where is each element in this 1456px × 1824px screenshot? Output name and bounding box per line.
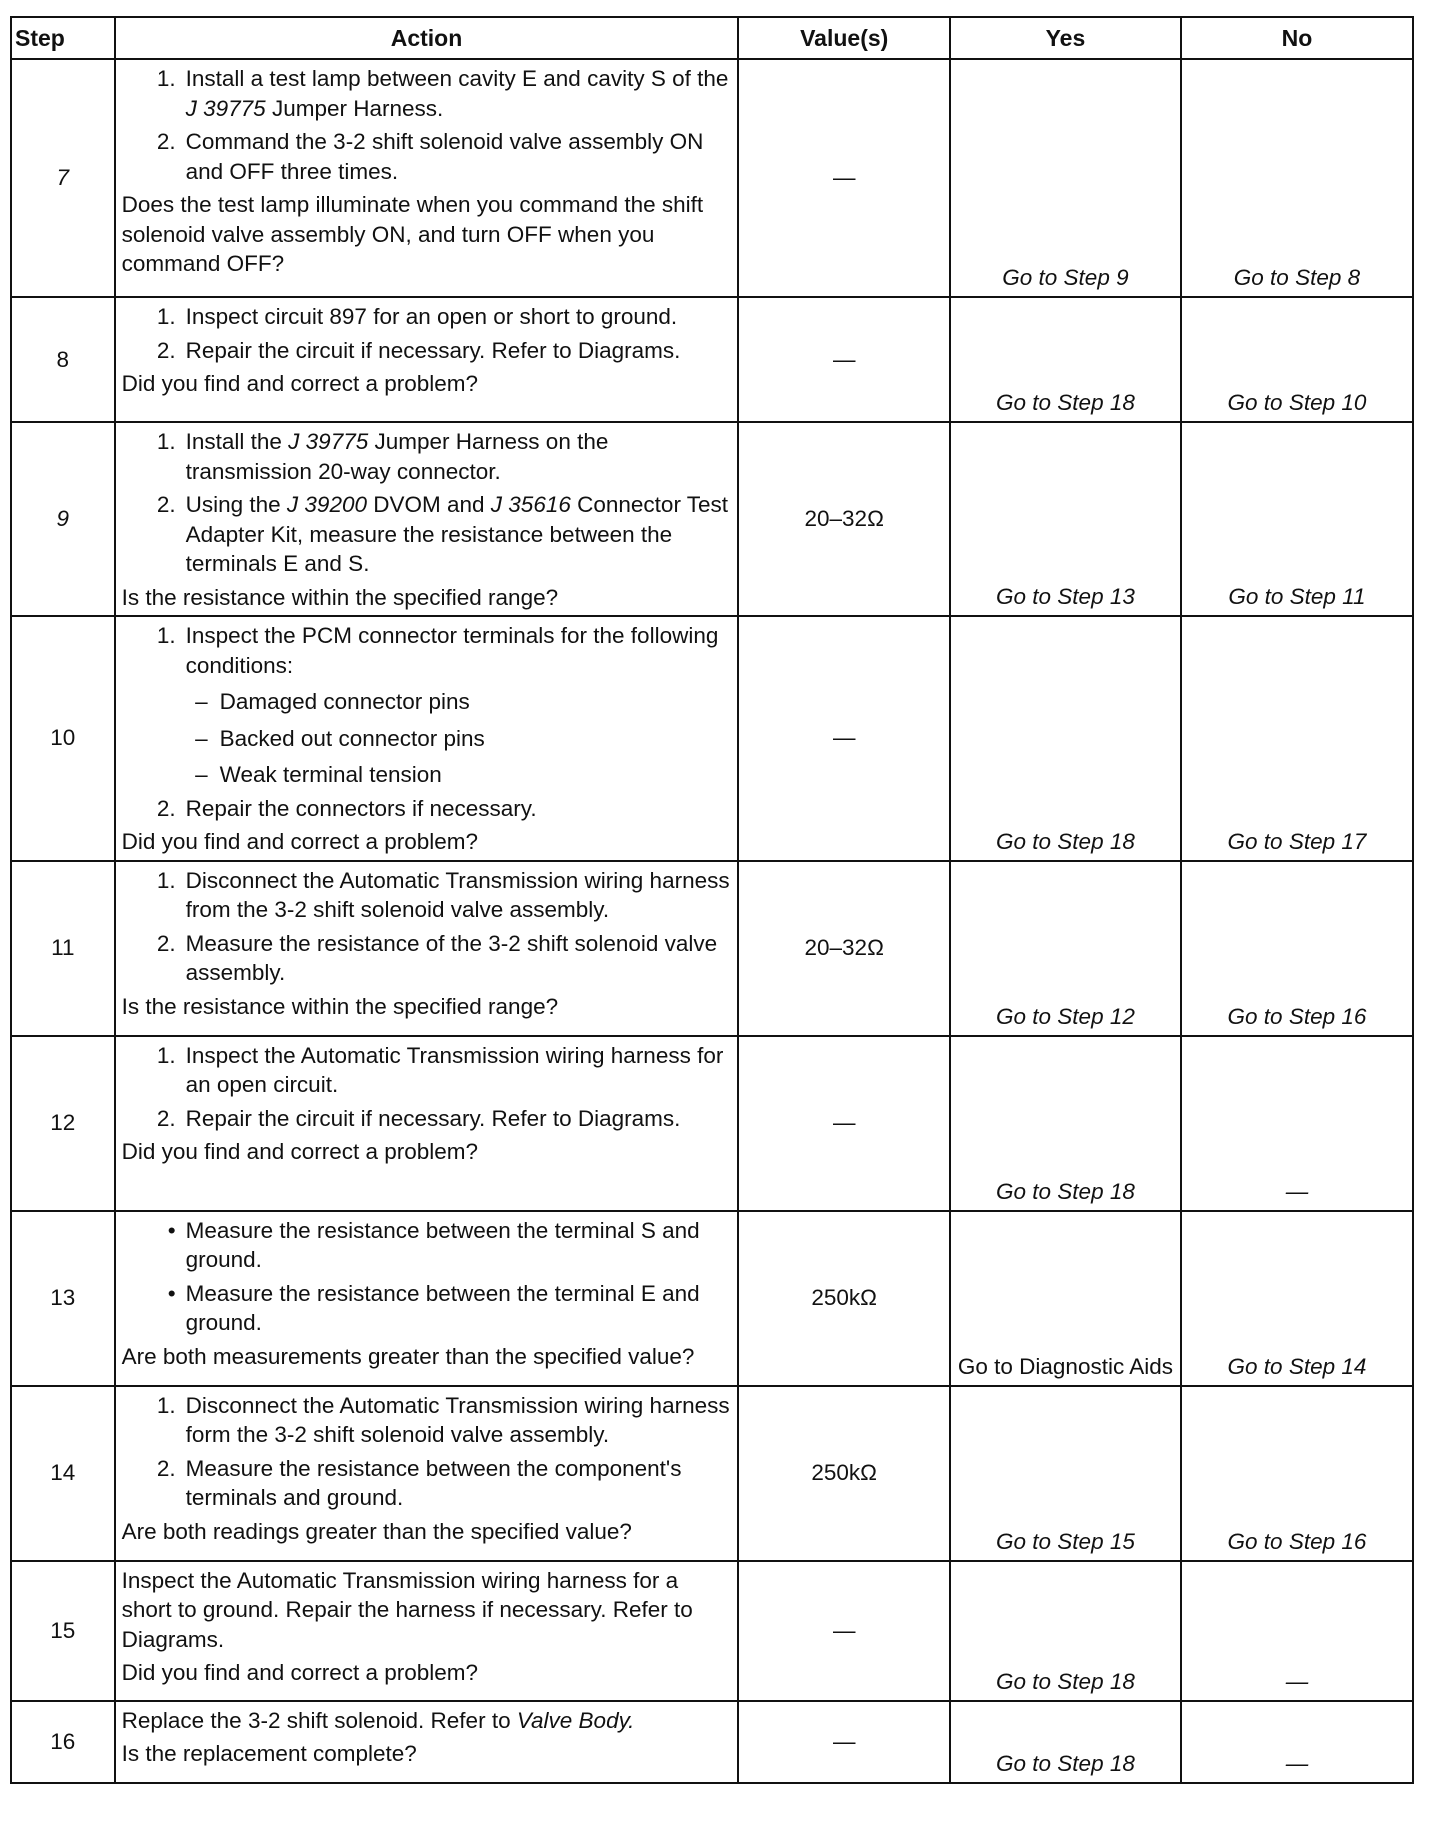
- header-step: Step: [11, 17, 115, 59]
- step-number: 15: [11, 1561, 115, 1701]
- table-row: [11, 1386, 1413, 1561]
- action-cell: • Measure the resistance between the terminal S and ground. • Measure the resistance between the terminal E and ground. Are both measurements greater than the specified value?: [115, 1211, 739, 1386]
- step-number: 11: [11, 861, 115, 1036]
- step-number: 14: [11, 1386, 115, 1561]
- value-cell: —: [738, 59, 950, 297]
- value-cell: —: [738, 297, 950, 422]
- step-number: 12: [11, 1036, 115, 1211]
- action-cell: [115, 1701, 739, 1783]
- table-row: [11, 59, 1413, 297]
- table-row: [11, 1701, 1413, 1783]
- question: Did you find and correct a problem?: [121, 1139, 479, 1164]
- value-cell: —: [738, 1036, 950, 1211]
- action-cell: 1. Disconnect the Automatic Transmission wiring harness form the 3-2 shift solenoid valve assembly. 2. Measure the resistance between the component's terminals and ground. Are both readings greater than the specified value?: [115, 1386, 739, 1561]
- yes-cell: Go to Step 18: [950, 297, 1181, 422]
- condition-item: Damaged connector pins: [219, 689, 470, 714]
- no-cell: —: [1181, 1036, 1413, 1211]
- question: Did you find and correct a problem?: [121, 1660, 479, 1685]
- no-cell: Go to Step 8: [1181, 59, 1413, 297]
- value-cell: 250kΩ: [738, 1386, 950, 1561]
- question: Is the resistance within the specified range?: [121, 993, 559, 1019]
- action-cell: 1. Install a test lamp between cavity E and cavity S of the J 39775 Jumper Harness. 2. Command the 3-2 shift solenoid valve assembly ON and OFF three times. Does the test lamp illuminate when you command the shift solenoid valve assembly ON, and turn OFF when you command OFF?: [115, 59, 739, 297]
- diagnostic-table-page: [10, 16, 1414, 1784]
- header-row: [11, 17, 1413, 59]
- header-yes: Yes: [950, 17, 1181, 59]
- condition-item: Weak terminal tension: [219, 762, 442, 787]
- value-cell: 250kΩ: [738, 1211, 950, 1386]
- yes-cell: Go to Step 18: [950, 1561, 1181, 1701]
- action-cell: 1. Install the J 39775 Jumper Harness on the transmission 20-way connector. 2. Using the J 39200 DVOM and J 35616 Connector Test Adapter Kit, measure the resistance between the terminals E and S. Is the resistance within the specified range?: [115, 422, 739, 616]
- condition-item: Backed out connector pins: [219, 725, 485, 751]
- table-row: [11, 1561, 1413, 1701]
- table-row: [11, 861, 1413, 1036]
- no-cell: Go to Step 14: [1181, 1211, 1413, 1386]
- no-cell: Go to Step 17: [1181, 616, 1413, 861]
- step-number: 16: [11, 1701, 115, 1783]
- action-cell: 1. Inspect the Automatic Transmission wiring harness for an open circuit. 2. Repair the circuit if necessary. Refer to Diagrams. Did you find and correct a problem?: [115, 1036, 739, 1211]
- step-number: 7: [11, 59, 115, 297]
- yes-cell: Go to Step 18: [950, 616, 1181, 861]
- action-cell: 1. Disconnect the Automatic Transmission wiring harness from the 3-2 shift solenoid valve assembly. 2. Measure the resistance of the 3-2 shift solenoid valve assembly. Is the resistance within the specified range?: [115, 861, 739, 1036]
- yes-cell: Go to Diagnostic Aids: [950, 1211, 1181, 1386]
- action-cell: [115, 1561, 739, 1701]
- no-cell: Go to Step 16: [1181, 861, 1413, 1036]
- value-cell: 20–32Ω: [738, 861, 950, 1036]
- value-cell: 20–32Ω: [738, 422, 950, 616]
- question: Did you find and correct a problem?: [121, 829, 479, 854]
- action-cell: 1. Inspect the PCM connector terminals for the following conditions: – Damaged connector pins – Backed out connector pins – Weak terminal tension 2. Repair the connectors if necessary. Did you find and correct a problem?: [115, 616, 739, 861]
- question: Are both readings greater than the specified value?: [121, 1518, 632, 1544]
- action-text: Inspect the Automatic Transmission wiring harness for a short to ground. Repair the harness if necessary. Refer to Diagrams.: [121, 1567, 693, 1652]
- yes-cell: Go to Step 15: [950, 1386, 1181, 1561]
- value-cell: —: [738, 1701, 950, 1783]
- no-cell: Go to Step 11: [1181, 422, 1413, 616]
- header-action: Action: [115, 17, 739, 59]
- table-row: [11, 1036, 1413, 1211]
- action-text: Replace the 3-2 shift solenoid. Refer to Valve Body.: [121, 1707, 635, 1733]
- question: Does the test lamp illuminate when you command the shift solenoid valve assembly ON, and turn OFF when you command OFF?: [121, 192, 704, 276]
- question: Is the replacement complete?: [121, 1741, 417, 1766]
- yes-cell: Go to Step 18: [950, 1036, 1181, 1211]
- question: Are both measurements greater than the specified value?: [121, 1343, 695, 1369]
- yes-cell: Go to Step 9: [950, 59, 1181, 297]
- no-cell: Go to Step 16: [1181, 1386, 1413, 1561]
- step-number: 8: [11, 297, 115, 422]
- yes-cell: Go to Step 12: [950, 861, 1181, 1036]
- question: Is the resistance within the specified range?: [121, 584, 559, 610]
- action-cell: 1. Inspect circuit 897 for an open or short to ground. 2. Repair the circuit if necessary. Refer to Diagrams. Did you find and correct a problem?: [115, 297, 739, 422]
- value-cell: —: [738, 616, 950, 861]
- no-cell: —: [1181, 1701, 1413, 1783]
- no-cell: —: [1181, 1561, 1413, 1701]
- diagnostic-table: [10, 16, 1414, 1784]
- header-values: Value(s): [738, 17, 950, 59]
- yes-cell: Go to Step 18: [950, 1701, 1181, 1783]
- question: Did you find and correct a problem?: [121, 371, 479, 396]
- table-row: [11, 616, 1413, 861]
- yes-cell: Go to Step 13: [950, 422, 1181, 616]
- table-row: [11, 1211, 1413, 1386]
- step-number: 10: [11, 616, 115, 861]
- table-row: [11, 297, 1413, 422]
- step-number: 13: [11, 1211, 115, 1386]
- value-cell: —: [738, 1561, 950, 1701]
- header-no: No: [1181, 17, 1413, 59]
- step-number: 9: [11, 422, 115, 616]
- no-cell: Go to Step 10: [1181, 297, 1413, 422]
- table-row: [11, 422, 1413, 616]
